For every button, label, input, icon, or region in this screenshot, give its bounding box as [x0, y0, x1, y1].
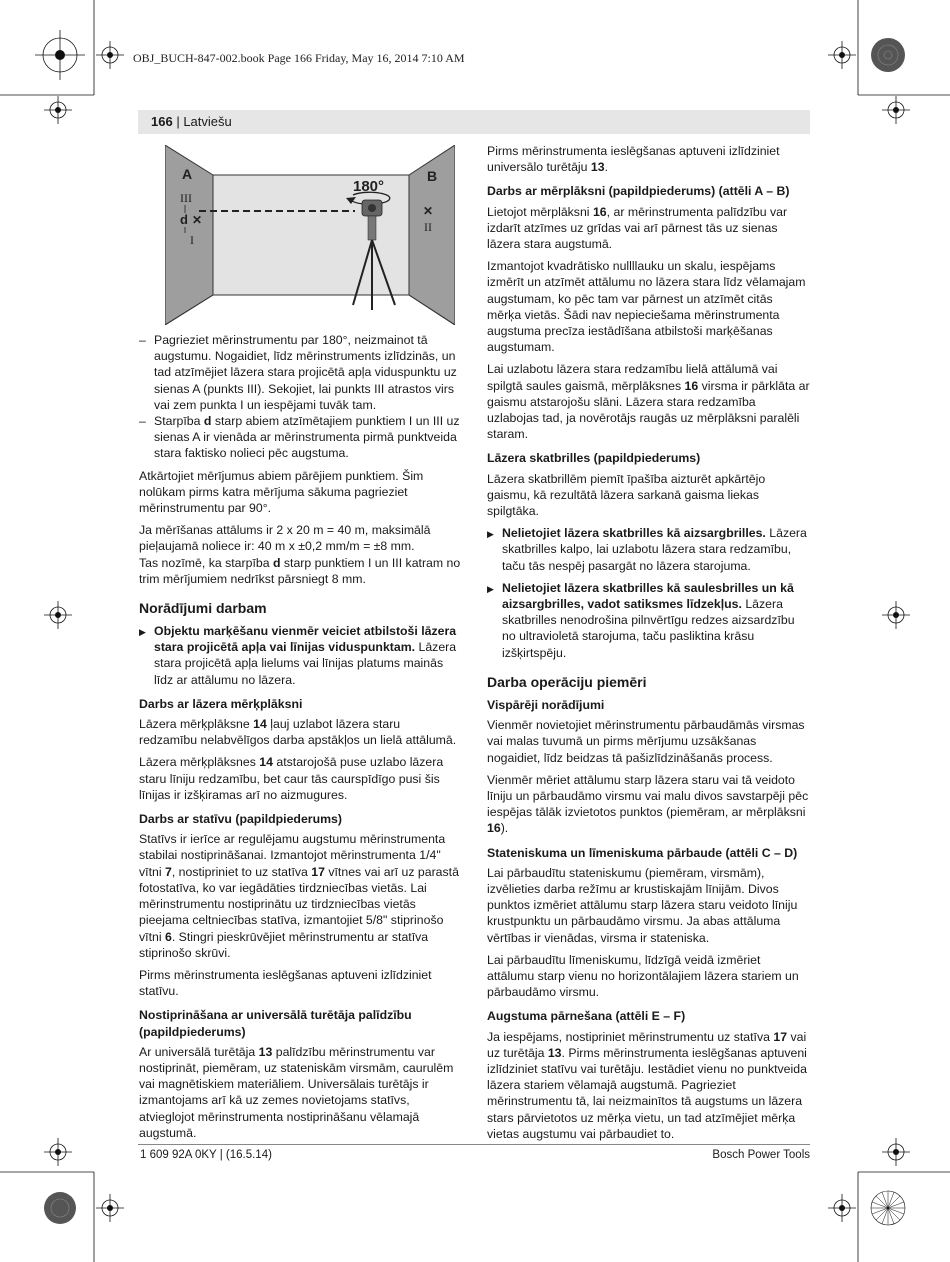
paragraph: Lai pārbaudītu līmeniskumu, līdzīgā veidā izmēriet attālumu starp vienu no horizontālajiem lāzera stariem un pārbaudāmo virsmu. [487, 952, 799, 1000]
footer-code: 1 609 92A 0KY | (16.5.14) [140, 1149, 272, 1161]
list-item: – Starpība d starp abiem atzīmētajiem punktiem I un III uz sienas A ir vienāda ar mērinstrumenta pirmā punktveida stara faktisko nolieci pēc augstuma. [139, 414, 460, 461]
arrow-marker: ▶ [487, 583, 494, 594]
point-i-cross: ✕ [192, 213, 203, 227]
registration-mark-mid-left [0, 585, 80, 645]
point-ii-cross: ✕ [423, 204, 434, 218]
arrow-marker: ▶ [139, 627, 146, 638]
registration-mark-top-left [0, 0, 140, 140]
subsection-heading: Darbs ar statīvu (papildpiederums) [139, 812, 342, 827]
subsection-heading: Vispārēji norādījumi [487, 697, 605, 712]
point-ii-label: II [424, 220, 432, 234]
page-language: Latviešu [183, 114, 232, 129]
section-heading: Norādījumi darbam [139, 600, 267, 617]
wall-a-label: A [182, 166, 193, 182]
calibration-figure [165, 145, 455, 325]
paragraph: Lāzera mērķplāksnes 14 atstarojošā puse uzlabo lāzera staru līniju redzamību, bet caur tās caurspīdīgo pusi šis līnijas ir izšķiramas arī no aizmugures. [139, 755, 444, 802]
dash-marker: – [139, 414, 146, 429]
book-info-line: OBJ_BUCH-847-002.book Page 166 Friday, May 16, 2014 7:10 AM [133, 51, 465, 65]
registration-mark-top-right [810, 0, 950, 140]
paragraph: Ja mērīšanas attālums ir 2 x 20 m = 40 m, maksimālā pieļaujamā noliece ir: 40 m x ±0,2 mm/m = ±8 mm. [139, 523, 431, 554]
list-item: ▶ Nelietojiet lāzera skatbrilles kā saulesbrilles un kā aizsargbrilles, vadot satiksmes līdzekļus. Lāzera skatbrilles nenodrošina pilnvērtīgu redzes aizsardzību no ultravioletā starojuma, taču pasliktina krāsu izšķirtspēju. [487, 580, 795, 660]
footer-rule [138, 1144, 810, 1145]
subsection-heading: Lāzera skatbrilles (papildpiederums) [487, 451, 701, 466]
paragraph: Lietojot mērplāksni 16, ar mērinstrumenta palīdzību var izdarīt atzīmes uz grīdas vai arī pārnest tās uz sienas lāzera stara augstumā. [487, 204, 788, 252]
paragraph: Lai pārbaudītu stateniskumu (piemēram, virsmām), izvēlieties darba režīmu ar krustiskajām līnijām. Divos punktos izmēriet attālumu starp lāzera staru veidoto līniju krustpunktu un pārbaudāmo virsmu. Ja abas attāluma vērtības ir vienādas, virsma ir stateniska. [487, 865, 798, 945]
paragraph: Pirms mērinstrumenta ieslēgšanas aptuveni izlīdziniet statīvu. [139, 967, 432, 999]
distance-d-label: d [180, 212, 188, 227]
right-column [487, 143, 810, 1148]
angle-label: 180° [353, 178, 385, 195]
subsection-heading: Nostiprināšana ar universālā turētāja palīdzību (papildpiederums) [139, 1008, 412, 1039]
paragraph: Pirms mērinstrumenta ieslēgšanas aptuveni izlīdziniet universālo turētāju 13. [487, 144, 780, 175]
paragraph: Ja iespējams, nostipriniet mērinstrumentu uz statīva 17 vai uz turētāja 13. Pirms mērinstrumenta ieslēgšanas aptuveni izlīdziniet statīvu vai turētāju. Iestādiet vienu no punktveida lāzera stariem vēlamajā augstumā. Pagrieziet mērinstrumentu tā, lai neizmainītos tā augstums un lāzera stars pārvietotos uz mērķa vietu, un tad atzīmējiet mērķa vietas augstumu vai pārbaudiet to. [487, 1029, 807, 1141]
paragraph: Lāzera skatbrillēm piemīt īpašība aizturēt apkārtējo gaismu, kā rezultātā lāzera sarkanā gaisma liekas spilgtāka. [487, 471, 766, 519]
point-i-label: I [190, 233, 194, 247]
subsection-heading: Stateniskuma un līmeniskuma pārbaude (attēli C – D) [487, 845, 798, 860]
page-header: 166 | Latviešu [138, 110, 810, 134]
registration-mark-mid-right [870, 585, 950, 645]
paragraph: Vienmēr mēriet attālumu starp lāzera staru vai tā veidoto līniju un pārbaudāmo virsmu vai malu divos savstarpēji pēc iespējas tālāk izvietotos punktos (piemēram, ar mērplāksni 16). [487, 772, 809, 836]
tripod-head [368, 216, 376, 240]
paragraph: Izmantojot kvadrātisko nullllauku un skalu, iespējams izmērīt un atzīmēt attālumu no lāzera stara līdz vēlamajam augstumam, ko pēc tam var pārnest un atzīmēt citās mērķa vietās. Šādi nav nepieciešama mērinstrumenta augstuma precīza iestādīšana atbilstoši marķēšanas augstumam. [487, 259, 806, 355]
list-item: ▶ Nelietojiet lāzera skatbrilles kā aizsargbrilles. Lāzera skatbrilles kalpo, lai uzlabotu lāzera stara redzamību, taču tās nespēj pasargāt no lāzera starojuma. [487, 526, 807, 573]
subsection-heading: Darbs ar mērplāksni (papildpiederums) (attēli A – B) [487, 184, 790, 199]
paragraph: Ar universālā turētāja 13 palīdzību mērinstrumentu var nostiprināt, piemēram, uz stateniskām virsmām, caurulēm vai magnētiskiem materiāliem. Universālais turētājs ir izmantojams arī kā uz zemes novietojams statīvs, atvieglojot mērinstrumenta nostiprināšanu vēlamajā augstumā. [139, 1044, 454, 1140]
dash-marker: – [139, 333, 146, 347]
paragraph: Lai uzlabotu lāzera stara redzamību lielā attālumā vai spilgtā saules gaismā, mērplāksnes 16 virsma ir pārklāta ar gaismu atstarojošu slāni. Lāzera stara redzamība uzlabojas tad, ja novērotājs raugās uz mērplāksni paralēli staram. [487, 362, 810, 442]
subsection-heading: Augstuma pārnešana (attēli E – F) [487, 1009, 686, 1024]
left-column [139, 332, 461, 1147]
section-heading: Darba operāciju piemēri [487, 673, 647, 690]
list-item: ▶ Objektu marķēšanu vienmēr veiciet atbilstoši lāzera stara projicētā apļa vai līnijas viduspunktam. Lāzera stara projicētā apļa lielums vai līnijas platums mainās līdz ar attālumu no lāzera. [139, 624, 457, 687]
footer-brand: Bosch Power Tools [712, 1149, 810, 1161]
paragraph: Atkārtojiet mērījumus abiem pārējiem punktiem. Šim nolūkam pirms katra mērījuma sākuma pagrieziet mērinstrumentu par 90°. [139, 468, 424, 516]
point-iii-label: III [180, 191, 192, 205]
paragraph: Lāzera mērķplāksne 14 ļauj uzlabot lāzera staru redzamību nelabvēlīgos darba apstākļos un lielā attālumā. [139, 717, 457, 748]
subsection-heading: Darbs ar lāzera mērķplāksni [139, 696, 303, 711]
registration-mark-bottom-left [0, 1122, 140, 1262]
list-item: – Pagrieziet mērinstrumentu par 180°, neizmainot tā augstumu. Nogaidiet, līdz mērinstruments izlīdzinās, un tad atzīmējiet lāzera stara projicētā apļa viduspunktu uz sienas A (punkts III). Sekojiet, lai punkts III atrastos virs vai zem punkta I un iespējami tuvāk tam. [139, 333, 457, 412]
page-number: 166 [151, 114, 173, 129]
arrow-marker: ▶ [487, 529, 494, 540]
paragraph: Vienmēr novietojiet mērinstrumentu pārbaudāmās virsmas vai malas tuvumā un pirms mērījumu uzsākšanas nogaidiet, līdz beidzas tā pašizlīdzināšanās process. [487, 718, 805, 765]
wall-b-label: B [427, 168, 438, 184]
paragraph: Statīvs ir ierīce ar regulējamu augstumu mērinstrumenta stabilai nostiprināšanai. Izmantojot mērinstrumenta 1/4" vītni 7, nostipriniet to uz statīva 17 vītnes vai arī uz parastā fotostatīva, ko var iegādāties tirdzniecības vietās. Lai mērinstrumentu nostiprinātu uz tirdzniecības vietās pieejama celtniecības statīva, izmantojiet 5/8" stiprinošo vītni 6. Stingri pieskrūvējiet mērinstrumentu ar statīva stiprinošo skrūvi. [139, 832, 459, 960]
paragraph: Tas nozīmē, ka starpība d starp punktiem I un III katram no trim mērījumiem nedrīkst pārsniegt 8 mm. [139, 555, 461, 586]
registration-mark-bottom-right [810, 1122, 950, 1262]
